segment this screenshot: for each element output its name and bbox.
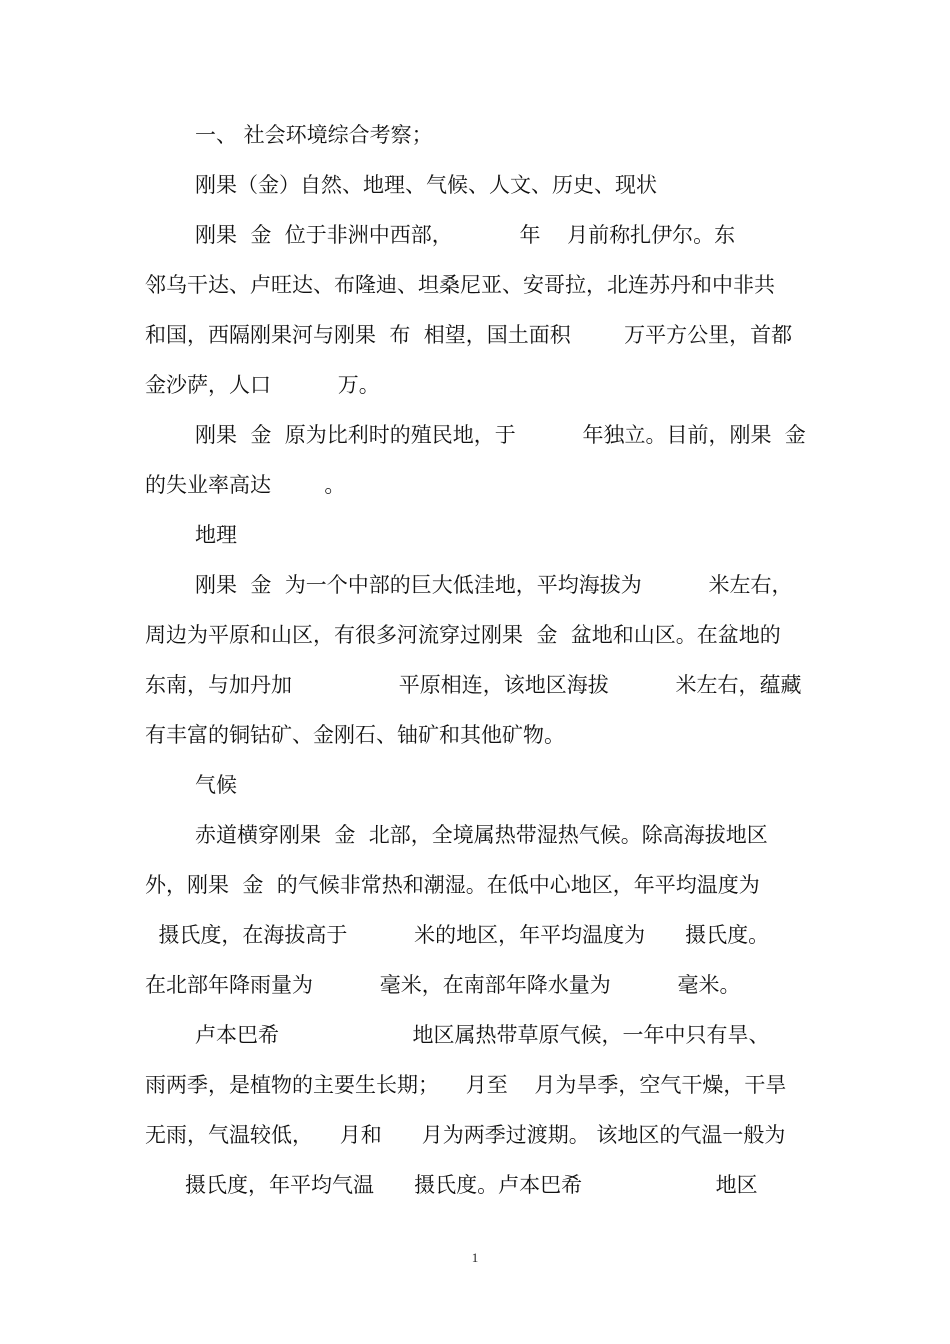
section-subheading: 刚果（金）自然、地理、气候、人文、历史、现状 [195,173,657,197]
geography-line-2: 周边为平原和山区，有很多河流穿过刚果 金 盆地和山区。在盆地的 [145,623,781,647]
climate-line-3: 摄氏度，在海拔高于 米的地区，年平均温度为 摄氏度。 [145,923,770,947]
geography-title: 地理 [195,523,237,547]
lubumbashi-line-2: 雨两季，是植物的主要生长期； 月至 月为旱季，空气干燥，干旱 [145,1073,787,1097]
climate-line-1: 赤道横穿刚果 金 北部，全境属热带湿热气候。除高海拔地区 [195,823,768,847]
climate-title: 气候 [195,773,237,797]
climate-line-4: 在北部年降雨量为 毫米，在南部年降水量为 毫米。 [145,973,741,997]
page-number: 1 [471,1250,479,1265]
lubumbashi-line-4: 摄氏度，年平均气温 摄氏度。卢本巴希 地区 [145,1173,758,1197]
lubumbashi-line-1: 卢本巴希 地区属热带草原气候，一年中只有旱、 [195,1023,770,1047]
geography-line-4: 有丰富的铜钴矿、金刚石、铀矿和其他矿物。 [145,723,565,747]
intro-line-3: 和国，西隔刚果河与刚果 布 相望，国土面积 万平方公里，首都 [145,323,793,347]
climate-line-2: 外，刚果 金 的气候非常热和潮湿。在低中心地区，年平均温度为 [145,873,760,897]
section-heading: 一、 社会环境综合考察； [195,123,433,147]
intro-line-2: 邻乌干达、卢旺达、布隆迪、坦桑尼亚、安哥拉，北连苏丹和中非共 [145,273,775,297]
intro-line-1: 刚果 金 位于非洲中西部， 年 月前称扎伊尔。东 [195,223,736,247]
intro-line-4: 金沙萨，人口 万。 [145,373,380,397]
geography-line-1: 刚果 金 为一个中部的巨大低洼地，平均海拔为 米左右， [195,573,793,597]
lubumbashi-line-3: 无雨，气温较低， 月和 月为两季过渡期。 该地区的气温一般为 [145,1123,786,1147]
history-line-1: 刚果 金 原为比利时的殖民地，于 年独立。目前，刚果 金 [195,423,806,447]
history-line-2: 的失业率高达 。 [145,473,346,497]
geography-line-3: 东南，与加丹加 平原相连，该地区海拔 米左右，蕴藏 [145,673,802,697]
